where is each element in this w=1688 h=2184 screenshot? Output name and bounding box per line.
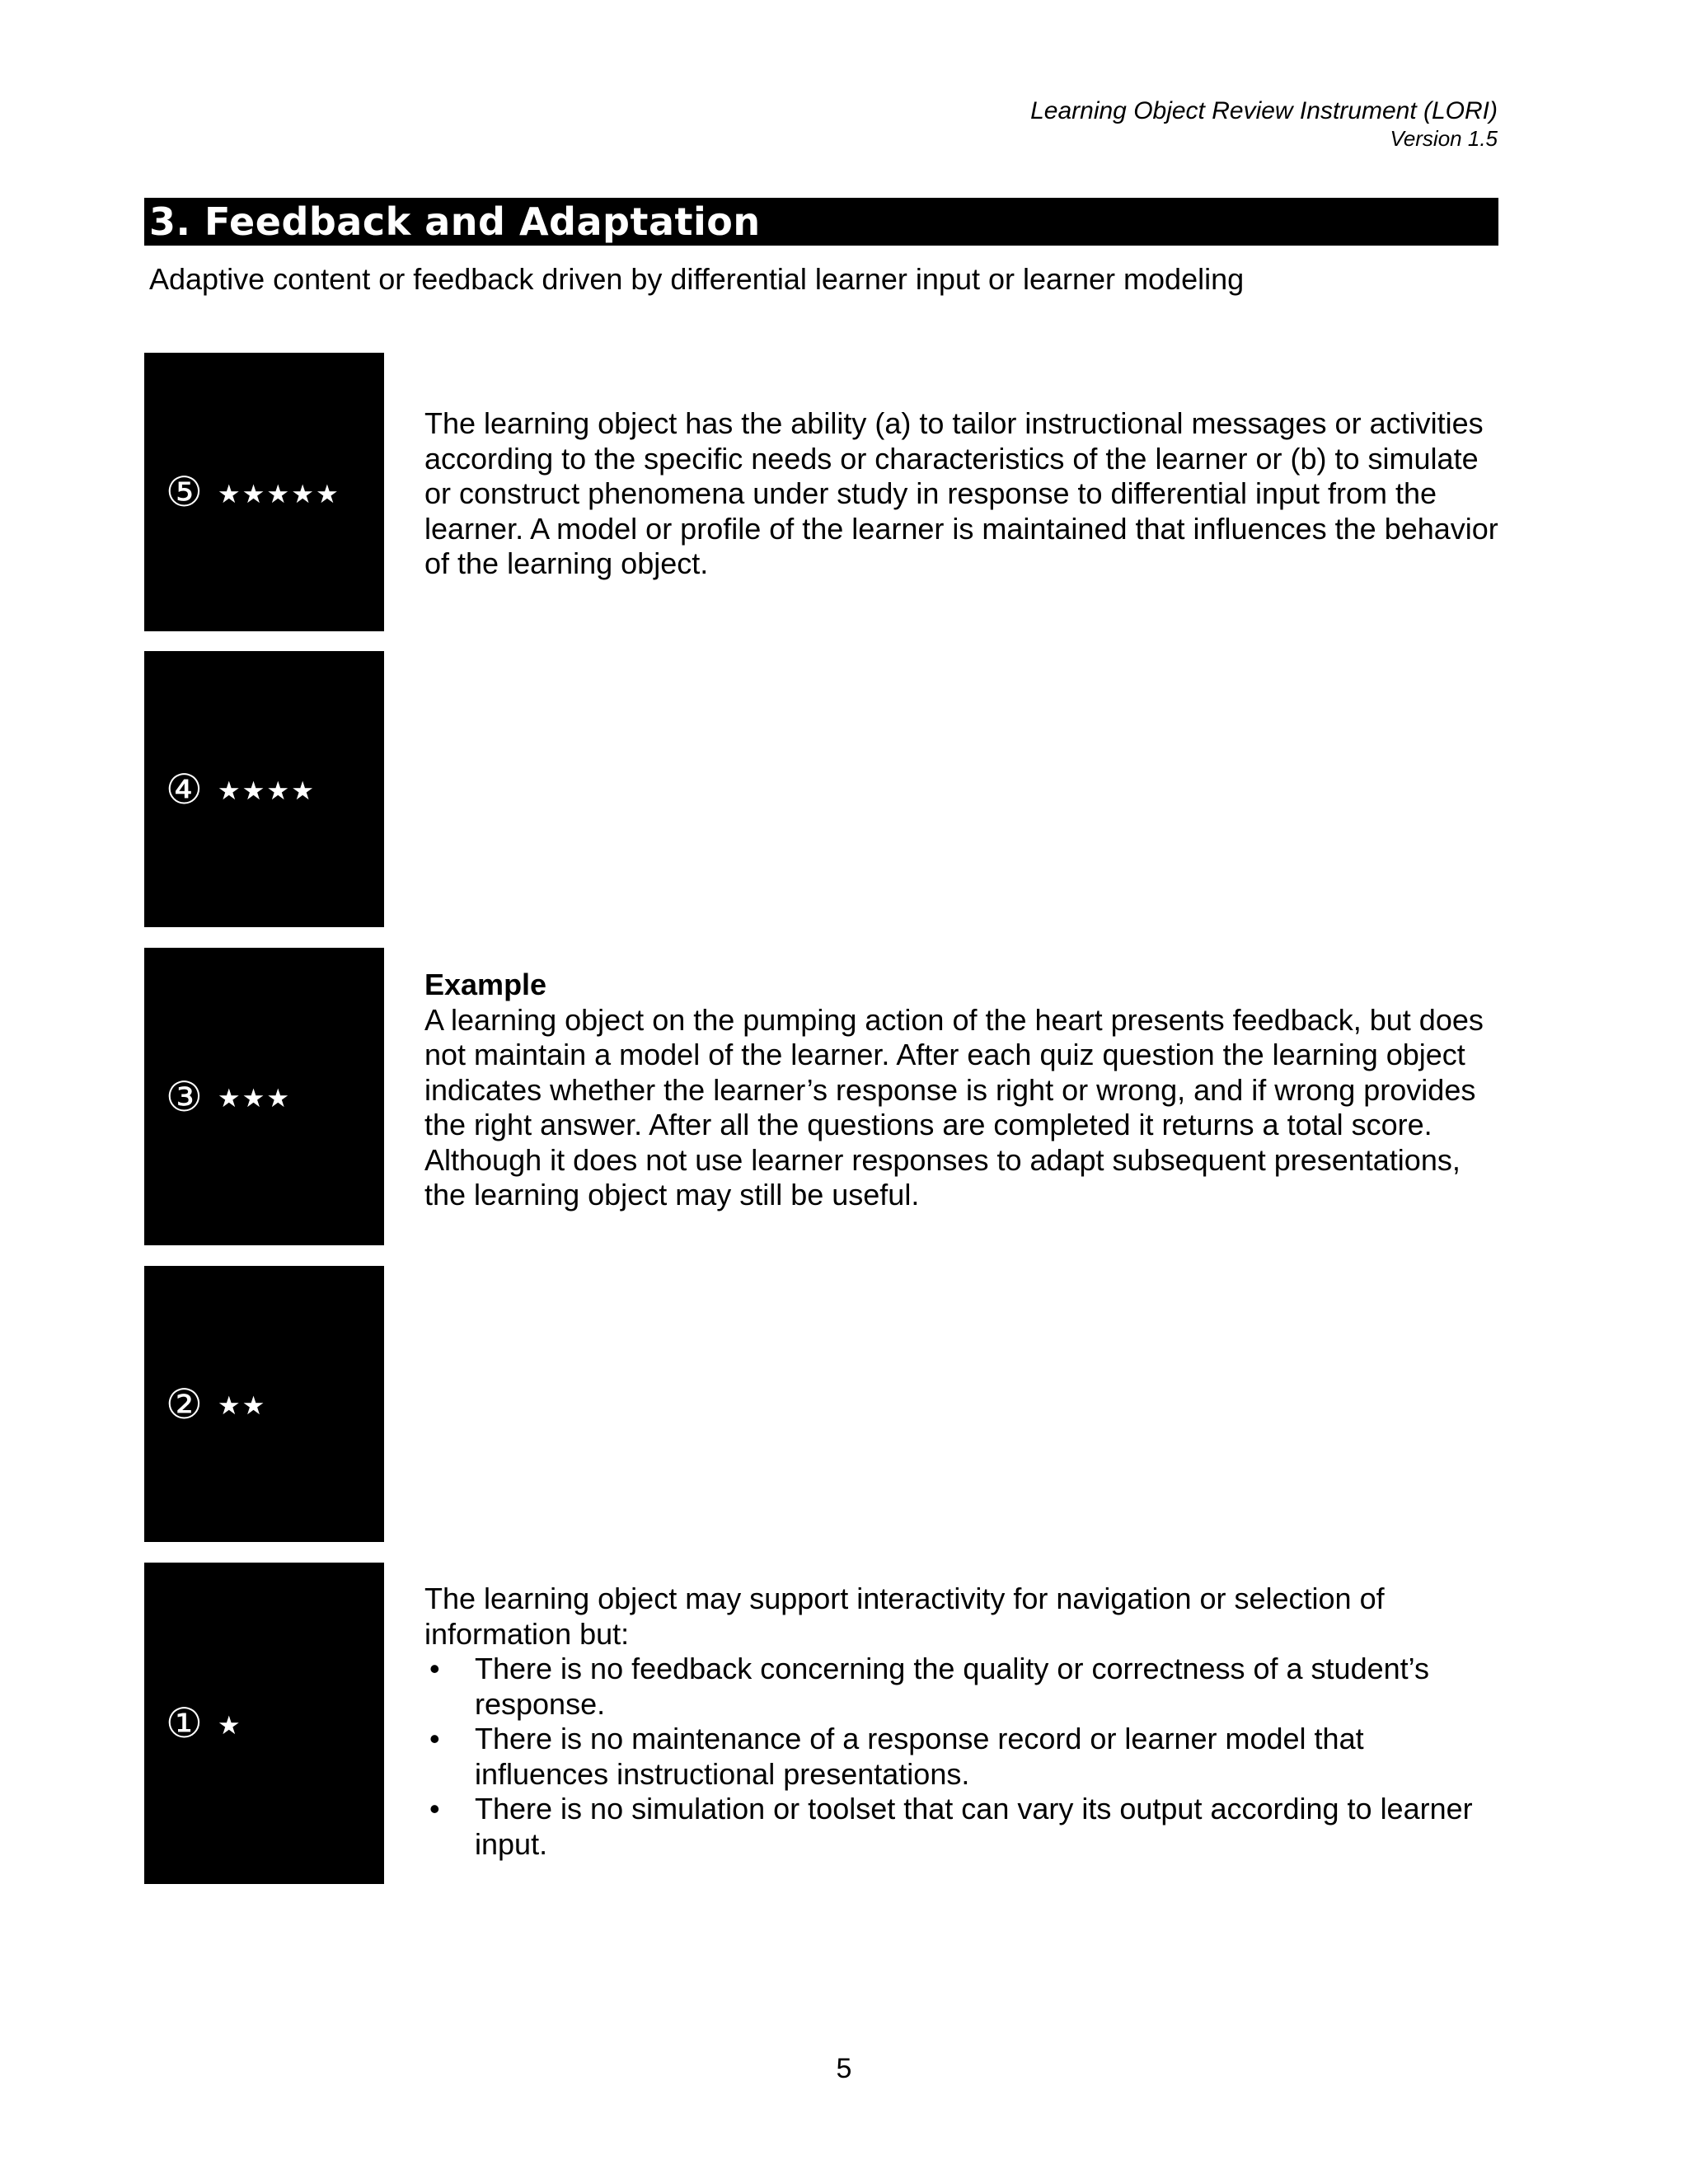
rating-intro-text: The learning object may support interactivity for navigation or selection of information but:: [424, 1582, 1385, 1651]
rating-description-1: [424, 1582, 1504, 1862]
section-title: 3. Feedback and Adaptation: [144, 198, 1498, 246]
bullet-icon: •: [429, 1792, 440, 1825]
rating-number-2: ②: [166, 1380, 203, 1428]
bullet-icon: •: [429, 1652, 440, 1685]
rating-number-1: ①: [166, 1699, 203, 1747]
rating-description-5: The learning object has the ability (a) to tailor instructional messages or activities according to the specific needs or characteristics of the learner or (b) to simulate or construct phenomena under study in response to differential input from the learner. A model or profile of the learner is maintained that influences the behavior of the learning object.: [424, 406, 1498, 580]
rating-number-3: ③: [166, 1072, 203, 1121]
bullet-text: There is no simulation or toolset that can vary its output according to learner input.: [475, 1792, 1473, 1861]
page-number: 5: [836, 2053, 852, 2084]
list-item: [424, 1722, 1504, 1792]
star-rating-icon-4: ★★★★: [217, 776, 316, 806]
section-subtitle: Adaptive content or feedback driven by differential learner input or learner modeling: [149, 262, 1245, 296]
rating-block-1: [144, 1563, 384, 1884]
star-rating-icon-3: ★★★: [217, 1084, 292, 1113]
rating-number-4: ④: [166, 765, 203, 813]
bullet-icon: •: [429, 1722, 440, 1755]
rating-example-3: [424, 968, 1504, 1213]
rating-block-4: [144, 651, 384, 927]
document-header: [1030, 97, 1498, 152]
document-version: Version 1.5: [1390, 126, 1498, 151]
example-text: A learning object on the pumping action of the heart presents feedback, but does not maintain a model of the learner. After each quiz question the learning object indicates whether the learner’s response is right or wrong, and if wrong provides the right answer. After all the questions are completed it returns a total score. Although it does not use learner responses to adapt subsequent presentations, the learning object may still be useful.: [424, 1002, 1484, 1212]
bullet-list: [424, 1652, 1504, 1862]
rating-block-3: [144, 948, 384, 1245]
rating-block-2: [144, 1266, 384, 1542]
star-rating-icon-1: ★: [217, 1710, 242, 1741]
list-item: [424, 1652, 1504, 1722]
rating-block-5: [144, 353, 384, 631]
bullet-text: There is no maintenance of a response record or learner model that influences instructional presentations.: [475, 1722, 1364, 1791]
bullet-text: There is no feedback concerning the quality or correctness of a student’s response.: [475, 1652, 1429, 1721]
list-item: [424, 1792, 1504, 1862]
rating-number-5: ⑤: [166, 468, 203, 516]
star-rating-icon-5: ★★★★★: [217, 479, 340, 509]
star-rating-icon-2: ★★: [217, 1391, 267, 1421]
example-heading: Example: [424, 968, 547, 1001]
document-title: Learning Object Review Instrument (LORI): [1030, 97, 1498, 124]
